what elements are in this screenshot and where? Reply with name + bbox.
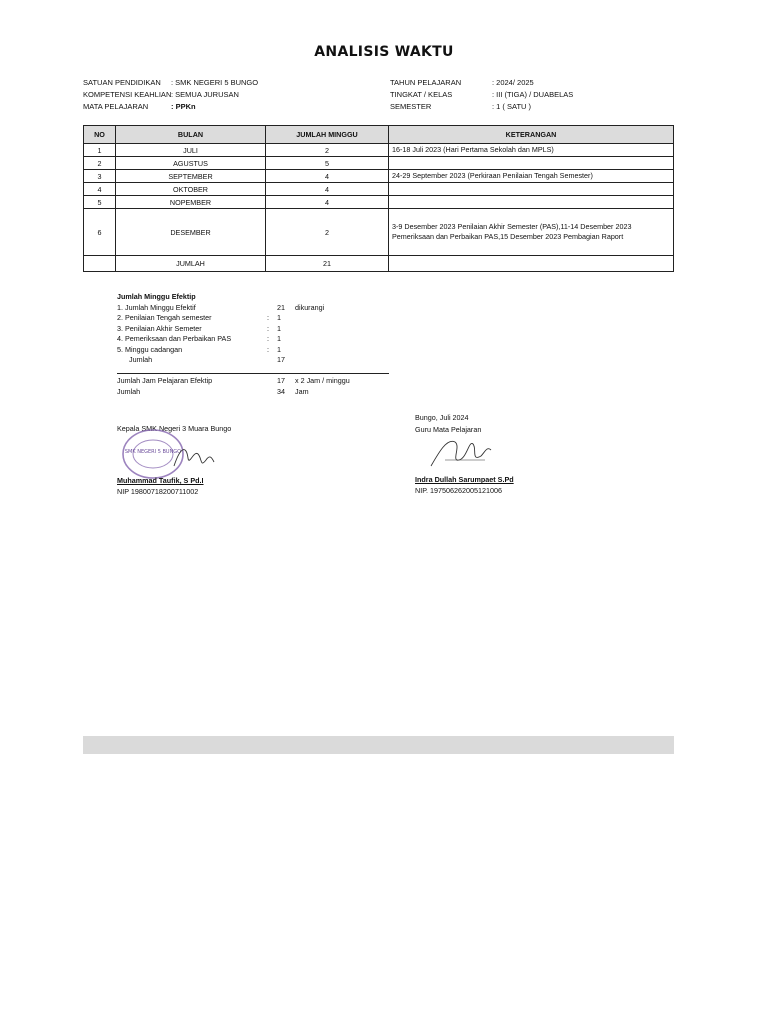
spacer	[117, 366, 377, 377]
meta-label: KOMPETENSI KEAHLIAN	[83, 90, 172, 99]
principal-name: Muhammad Taufik, S Pd.I	[117, 476, 204, 485]
effective-value: 1	[277, 323, 281, 333]
cell-minggu: 4	[266, 170, 389, 183]
cell-keterangan: 3-9 Desember 2023 Penilaian Akhir Semester (PAS),11-14 Desember 2023 Pemeriksaan dan Perbaikan PAS,15 Desember 2023 Pembagian Raport	[389, 209, 674, 256]
cell-bulan: NOPEMBER	[116, 196, 266, 209]
meta-label: TINGKAT / KELAS	[390, 90, 453, 99]
effective-value: 21	[277, 302, 285, 312]
table-total-row	[84, 256, 674, 272]
effective-label: 5. Minggu cadangan	[117, 344, 183, 354]
total-value: 21	[266, 256, 389, 272]
cell-bulan: AGUSTUS	[116, 157, 266, 170]
effective-heading: Jumlah Minggu Efektip	[117, 292, 196, 301]
principal-nip: NIP 19800718200711002	[117, 487, 199, 496]
effective-label: 3. Penilaian Akhir Semeter	[117, 323, 202, 333]
meta-label: SEMESTER	[390, 102, 432, 111]
cell-bulan: JULI	[116, 144, 266, 157]
cell-bulan: OKTOBER	[116, 183, 266, 196]
effective-label: 2. Penilaian Tengah semester	[117, 313, 212, 322]
cell-minggu: 2	[266, 209, 389, 256]
cell-bulan: SEPTEMBER	[116, 170, 266, 183]
effective-value: 1	[277, 334, 281, 343]
page-title: ANALISIS WAKTU	[314, 44, 454, 60]
table-row	[84, 170, 674, 183]
header-bulan: BULAN	[116, 126, 266, 144]
jp-row	[117, 376, 377, 387]
effective-label: 4. Pemeriksaan dan Perbaikan PAS	[117, 334, 232, 343]
cell-no: 3	[84, 170, 116, 183]
table-row	[84, 196, 674, 209]
sum-divider	[117, 373, 389, 374]
effective-value: 1	[277, 344, 281, 354]
cell-keterangan: 16-18 Juli 2023 (Hari Pertama Sekolah dan MPLS)	[389, 144, 674, 157]
teacher-signature-icon	[425, 432, 495, 474]
meta-left	[83, 77, 258, 113]
meta-row	[390, 77, 573, 89]
cell-keterangan: 24-29 September 2023 (Perkiraan Penilaian Tengah Semester)	[389, 170, 674, 183]
meta-value: : 1 ( SATU )	[492, 102, 532, 111]
cell-minggu: 2	[266, 144, 389, 157]
cell-no: 1	[84, 144, 116, 157]
place-date: Bungo, Juli 2024	[415, 413, 469, 422]
effective-row	[117, 324, 377, 335]
meta-label: SATUAN PENDIDIKAN	[83, 78, 161, 87]
header-keterangan: KETERANGAN	[389, 126, 674, 144]
jp-total-label: Jumlah	[117, 386, 141, 396]
cell-no: 4	[84, 183, 116, 196]
principal-title: Kepala SMK Negeri 3 Muara Bungo	[117, 424, 232, 433]
effective-total-value: 17	[277, 355, 285, 364]
table-row	[84, 157, 674, 170]
meta-row	[83, 77, 258, 89]
teacher-nip: NIP. 197506262005121006	[415, 486, 502, 495]
cell-no: 5	[84, 196, 116, 209]
teacher-name: Indra Dullah Sarumpaet S.Pd	[415, 475, 514, 484]
meta-row	[83, 101, 258, 113]
total-label: JUMLAH	[116, 256, 266, 272]
meta-value: : PPKn	[171, 102, 196, 111]
table-row	[84, 183, 674, 196]
effective-total-row	[117, 355, 377, 366]
meta-value: : III (TIGA) / DUABELAS	[492, 90, 574, 99]
meta-value: : SEMUA JURUSAN	[171, 90, 239, 99]
footer-bar	[83, 736, 674, 754]
colon: :	[267, 323, 269, 333]
meta-row	[83, 89, 258, 101]
effective-value: 1	[277, 313, 281, 322]
stamp-text: SMK NEGERI 5 BUNGO	[124, 449, 182, 455]
cell-empty	[84, 256, 116, 272]
effective-weeks	[117, 292, 377, 397]
colon: :	[267, 313, 269, 322]
effective-note: dikurangi	[295, 302, 325, 312]
cell-minggu: 4	[266, 183, 389, 196]
meta-label: TAHUN PELAJARAN	[390, 78, 462, 87]
jp-total-value: 34	[277, 386, 285, 396]
jp-total-unit: Jam	[295, 386, 309, 396]
cell-bulan: DESEMBER	[116, 209, 266, 256]
meta-value: : 2024/ 2025	[492, 78, 534, 87]
cell-keterangan	[389, 196, 674, 209]
jp-total-row	[117, 387, 377, 398]
cell-no: 6	[84, 209, 116, 256]
effective-row	[117, 334, 377, 345]
table-row	[84, 144, 674, 157]
meta-row	[390, 89, 573, 101]
jp-note: x 2 Jam / minggu	[295, 376, 350, 385]
colon: :	[267, 344, 269, 354]
cell-keterangan	[389, 183, 674, 196]
cell-no: 2	[84, 157, 116, 170]
colon: :	[267, 334, 269, 343]
table-row	[84, 209, 674, 256]
meta-right	[390, 77, 573, 113]
jp-label: Jumlah Jam Pelajaran Efektip	[117, 376, 213, 385]
cell-minggu: 4	[266, 196, 389, 209]
effective-total-label: Jumlah	[129, 355, 153, 364]
meta-value: : SMK NEGERI 5 BUNGO	[171, 78, 259, 87]
effective-row	[117, 345, 377, 356]
meta-label: MATA PELAJARAN	[83, 102, 149, 111]
teacher-title: Guru Mata Pelajaran	[415, 425, 482, 434]
analysis-table	[83, 125, 674, 272]
effective-row	[117, 313, 377, 324]
effective-row	[117, 303, 377, 314]
effective-label: 1. Jumlah Minggu Efektif	[117, 302, 196, 312]
meta-row	[390, 101, 573, 113]
principal-signature-icon	[170, 440, 215, 472]
cell-keterangan	[389, 157, 674, 170]
cell-minggu: 5	[266, 157, 389, 170]
table-header-row	[84, 126, 674, 144]
header-no: NO	[84, 126, 116, 144]
cell-empty	[389, 256, 674, 272]
jp-value: 17	[277, 376, 285, 385]
header-jumlah-minggu: JUMLAH MINGGU	[266, 126, 389, 144]
